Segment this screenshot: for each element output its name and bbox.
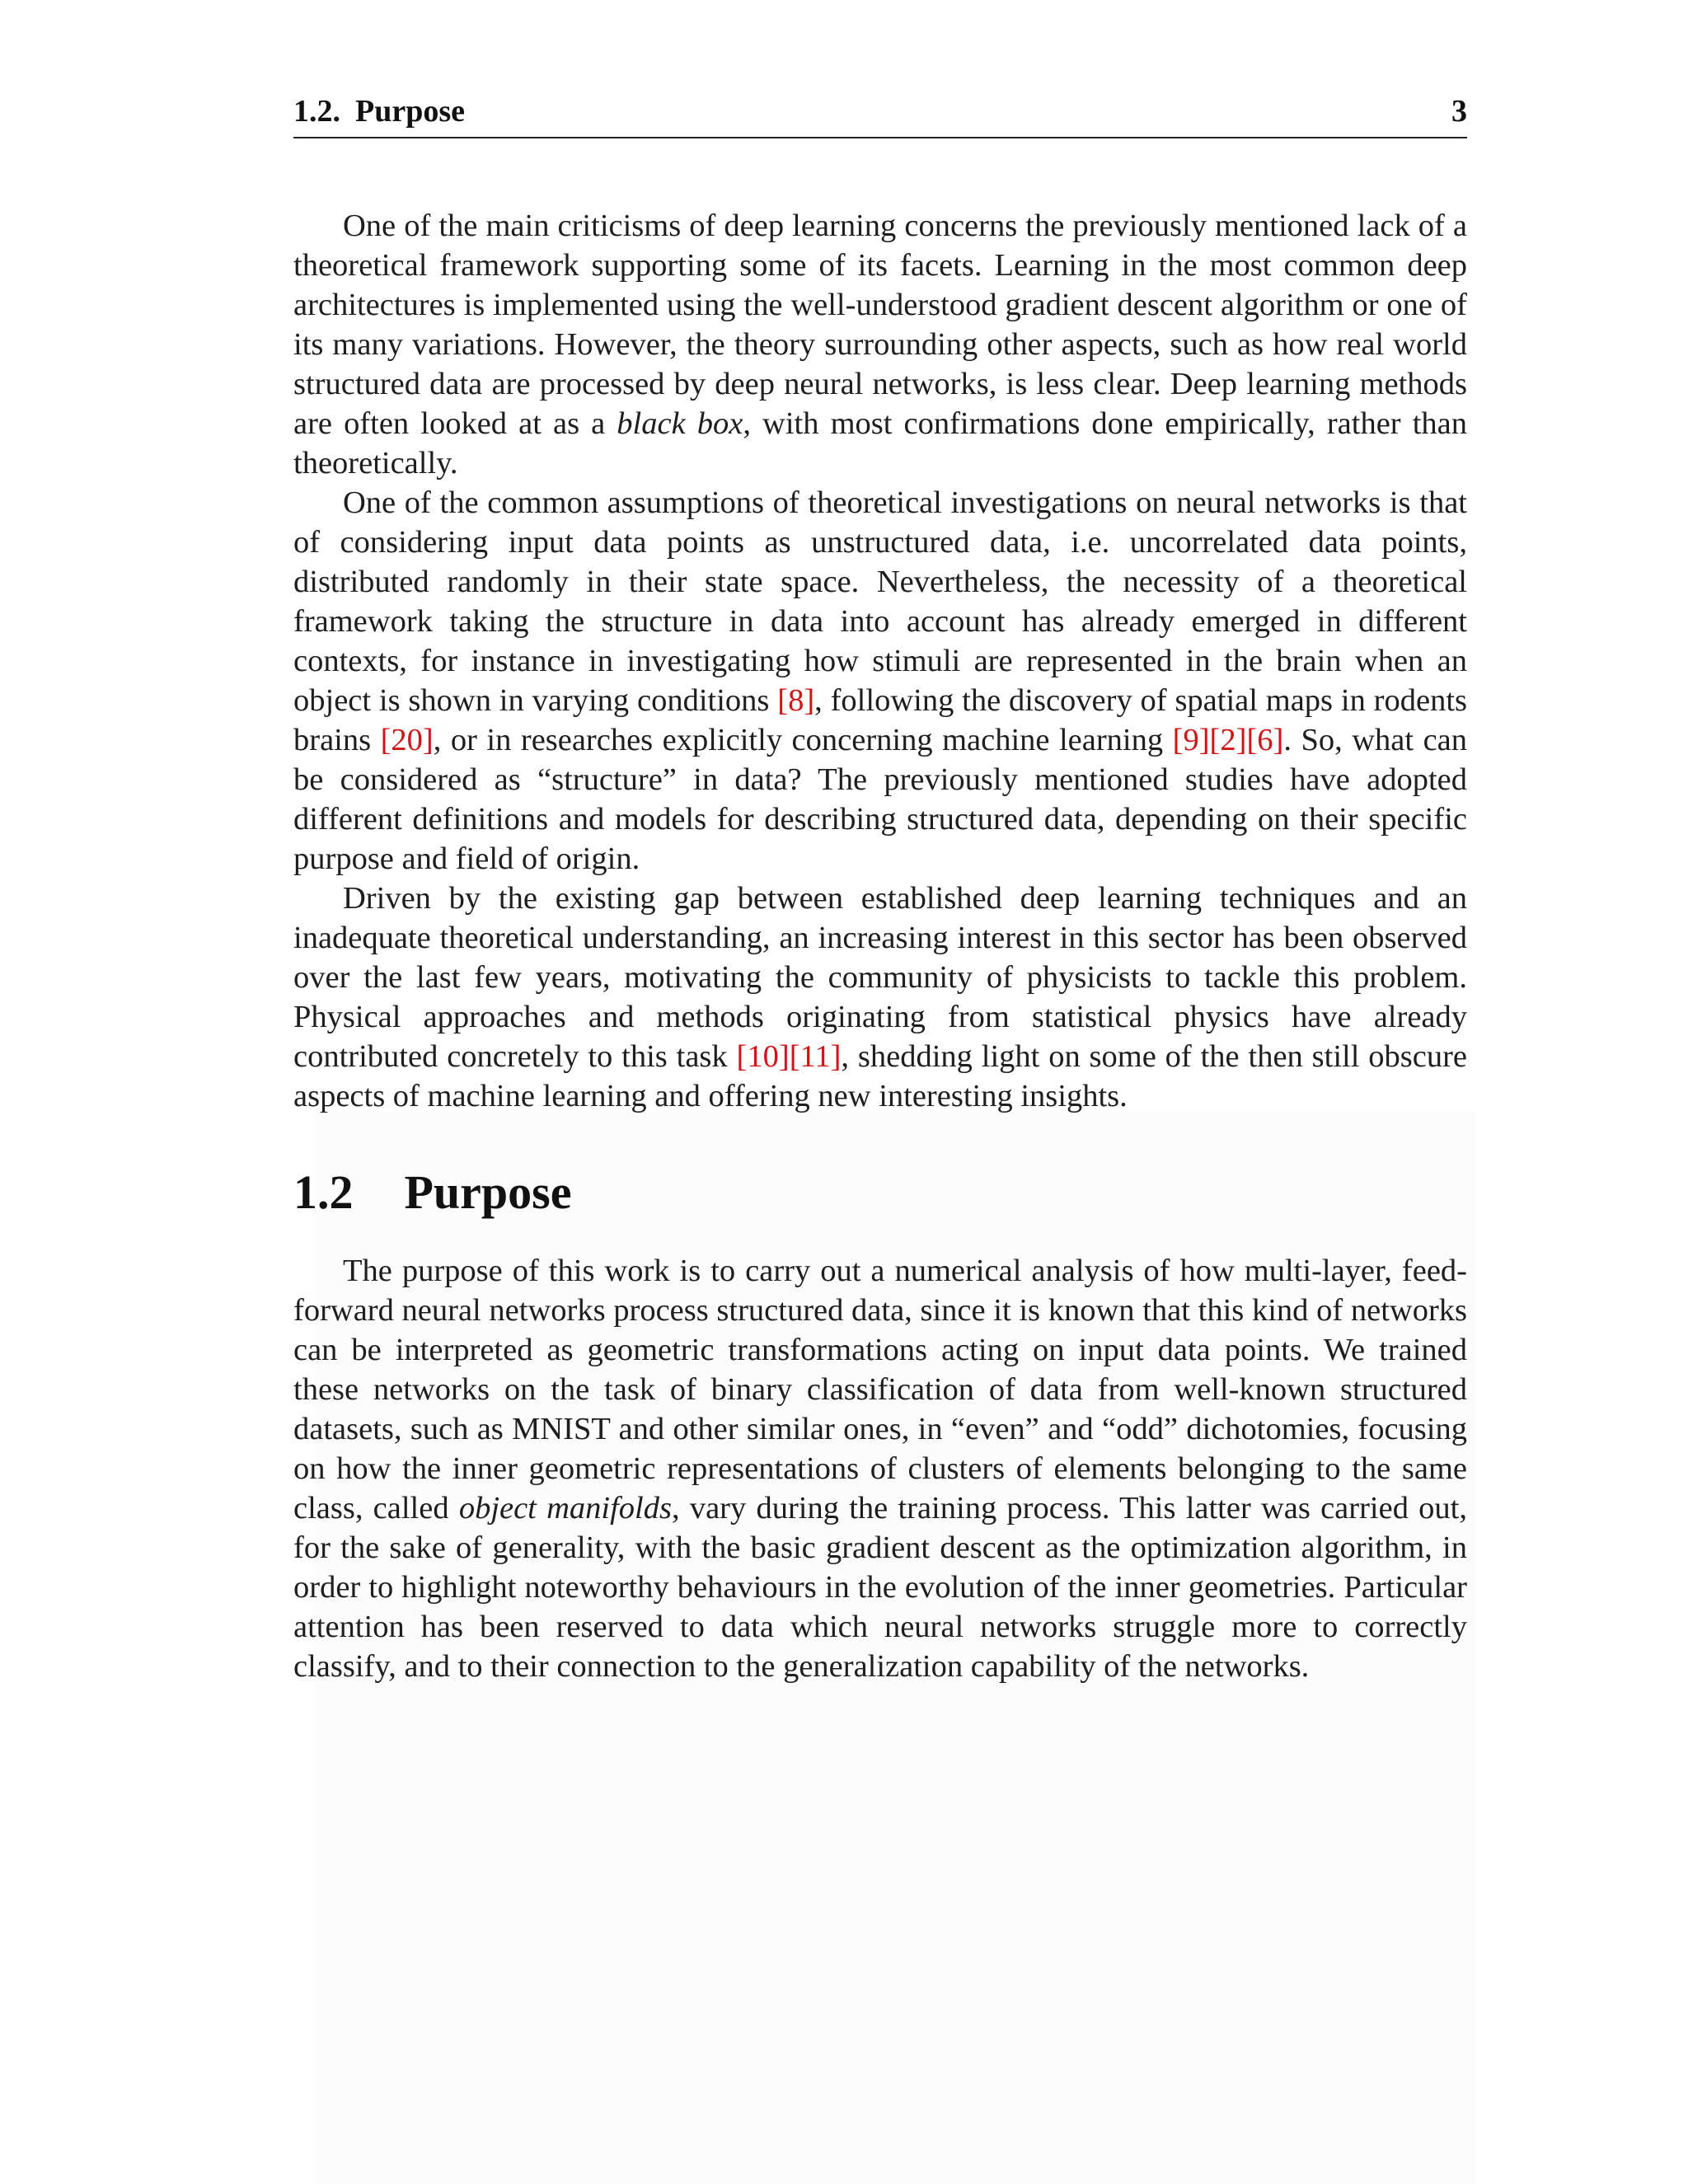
intro-body	[293, 206, 1467, 1116]
citation-link[interactable]: [10]	[736, 1039, 790, 1074]
emphasis-black-box: black box	[617, 406, 743, 441]
paragraph-text: The purpose of this work is to carry out a numerical analysis of how multi-layer, feed-forward neural networks process structured data, since it is known that this kind of networks can be interpreted as geometric transformations acting on input data points. We trained these networks on the task of binary classification of data from well-known structured datasets, such as MNIST and other similar ones, in “even” and “odd” dichotomies, focusing on how the inner geometric representations of clusters of elements belonging to the same class, called	[293, 1254, 1467, 1526]
citation-link[interactable]: [11]	[789, 1039, 842, 1074]
paragraph-text: , vary during the training process. This latter was carried out, for the sake of generality, with the basic gradient descent as the optimization algorithm, in order to highlight noteworthy behaviours in the evolution of the inner geometries. Particular attention has been reserved to data which neural networks struggle more to correctly classify, and to their connection to the generalization capability of the networks.	[293, 1491, 1467, 1684]
purpose-body	[293, 1251, 1467, 1686]
paragraph-text: , with most confirmations done empirically, rather than theoretically.	[293, 406, 1467, 480]
section-heading	[293, 1164, 572, 1221]
citation-link[interactable]: [6]	[1246, 723, 1284, 757]
emphasis-object-manifolds: object manifolds	[458, 1491, 672, 1526]
paragraph-text: , following the discovery of spatial maps in rodents brains	[293, 683, 1467, 757]
paragraph-text: . So, what can be considered as “structure” in data? The previously mentioned studies have adopted different definitions and models for describing structured data, depending on their specific purpose and field of origin.	[293, 723, 1467, 876]
running-header-title	[293, 92, 465, 130]
purpose-paragraph-1	[293, 1251, 1467, 1686]
running-header-section-number: 1.2.	[293, 94, 340, 129]
section-heading-number: 1.2	[293, 1165, 354, 1219]
paragraph-text: Driven by the existing gap between established deep learning techniques and an inadequate theoretical understanding, an increasing interest in this sector has been observed over the last few years, motivating the community of physicists to tackle this problem. Physical approaches and methods originating from statistical physics have already contributed concretely to this task	[293, 881, 1467, 1074]
paragraph-text: One of the common assumptions of theoretical investigations on neural networks is that of considering input data points as unstructured data, i.e. uncorrelated data points, distributed randomly in their state space. Nevertheless, the necessity of a theoretical framework taking the structure in data into account has already emerged in different contexts, for instance in investigating how stimuli are represented in the brain when an object is shown in varying conditions	[293, 485, 1467, 718]
page-number: 3	[1451, 94, 1467, 129]
citation-link[interactable]: [9]	[1172, 723, 1210, 757]
citation-link[interactable]: [2]	[1209, 723, 1247, 757]
citation-link[interactable]: [20]	[380, 723, 434, 757]
running-header-section-title: Purpose	[355, 94, 465, 129]
intro-paragraph-3	[293, 879, 1467, 1116]
intro-paragraph-2	[293, 483, 1467, 879]
paragraph-text: , shedding light on some of the then still obscure aspects of machine learning and offering new interesting insights.	[293, 1039, 1467, 1113]
paragraph-text: , or in researches explicitly concerning machine learning	[433, 723, 1173, 757]
paragraph-text: One of the main criticisms of deep learning concerns the previously mentioned lack of a theoretical framework supporting some of its facets. Learning in the most common deep architectures is implemented using the well-understood gradient descent algorithm or one of its many variations. However, the theory surrounding other aspects, such as how real world structured data are processed by deep neural networks, is less clear. Deep learning methods are often looked at as a	[293, 209, 1467, 441]
intro-paragraph-1	[293, 206, 1467, 483]
running-header	[293, 92, 1467, 138]
section-heading-title: Purpose	[404, 1165, 572, 1219]
citation-link[interactable]: [8]	[777, 683, 815, 718]
